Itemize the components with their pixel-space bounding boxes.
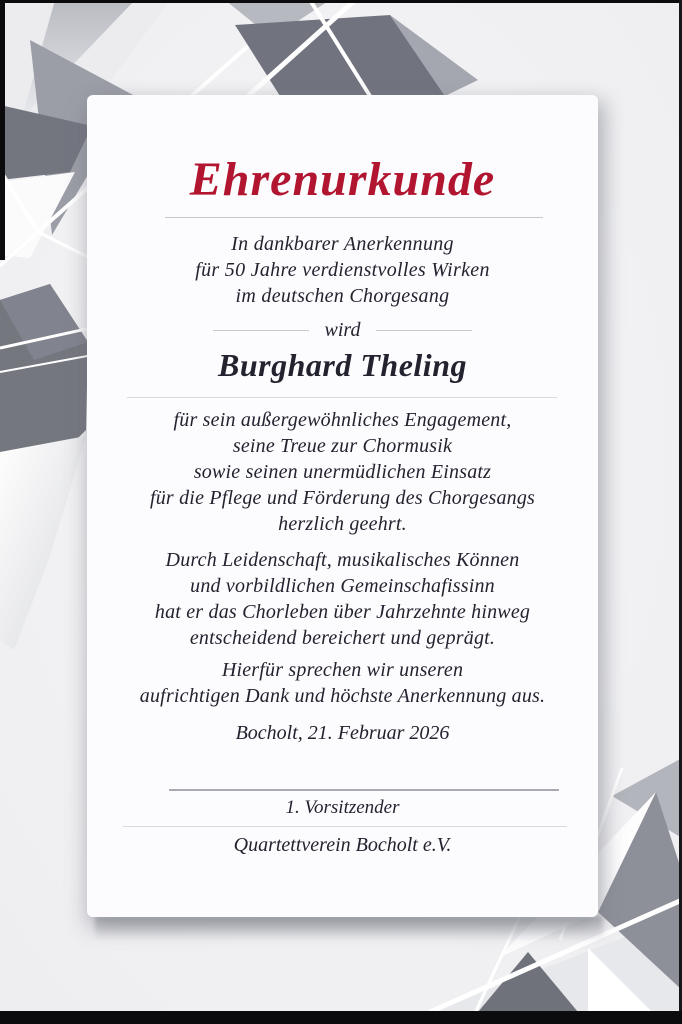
organization-name: Quartettverein Bocholt e.V. (233, 834, 452, 856)
dedication-line: für sein außergewöhnliches Engagement, (173, 409, 512, 431)
dedication-line: herzlich geehrt. (278, 513, 407, 535)
intro-line: im deutschen Chorgesang (235, 285, 450, 307)
intro-line: In dankbarer Anerkennung (231, 233, 454, 255)
name-divider (127, 397, 557, 398)
date-line: Bocholt, 21. Februar 2026 (235, 722, 450, 744)
certificate-title: Ehrenurkunde (189, 153, 496, 206)
dedication-line: für die Pflege und Förderung des Chorgesangs (149, 487, 536, 509)
certificate-sheet (87, 95, 598, 917)
tribute-line: Durch Leidenschaft, musikalisches Können (165, 549, 520, 571)
closing-line: Hierfür sprechen wir unseren (221, 659, 464, 681)
dedication-paragraph (87, 407, 598, 537)
scan-border-top (0, 0, 682, 3)
tribute-line: entscheidend bereichert und geprägt. (189, 627, 496, 649)
closing-line: aufrichtigen Dank und höchste Anerkennung aus. (139, 685, 546, 707)
signature-line (169, 789, 559, 791)
scan-border-left (0, 0, 5, 260)
separator-line-right (376, 330, 472, 331)
scan-border-bottom (0, 1011, 682, 1024)
intro-line: für 50 Jahre verdienstvolles Wirken (195, 259, 490, 281)
intro-paragraph (87, 231, 598, 309)
tribute-line: und vorbildlichen Gemeinschafissinn (190, 575, 495, 597)
closing-paragraph (87, 657, 598, 709)
dedication-line: seine Treue zur Chormusik (232, 435, 453, 457)
sheet-drop-shadow (95, 916, 603, 940)
organization-divider (123, 826, 567, 827)
wird-label: wird (324, 318, 361, 341)
title-divider (165, 217, 543, 218)
separator-line-left (213, 330, 309, 331)
tribute-paragraph (87, 547, 598, 651)
tribute-line: hat er das Chorleben über Jahrzehnte hinweg (154, 601, 531, 623)
recipient-name: Burghard Theling (218, 347, 467, 383)
signature-role: 1. Vorsitzender (285, 797, 400, 818)
wird-separator (87, 317, 598, 343)
dedication-line: sowie seinen unermüdlichen Einsatz (193, 461, 492, 483)
